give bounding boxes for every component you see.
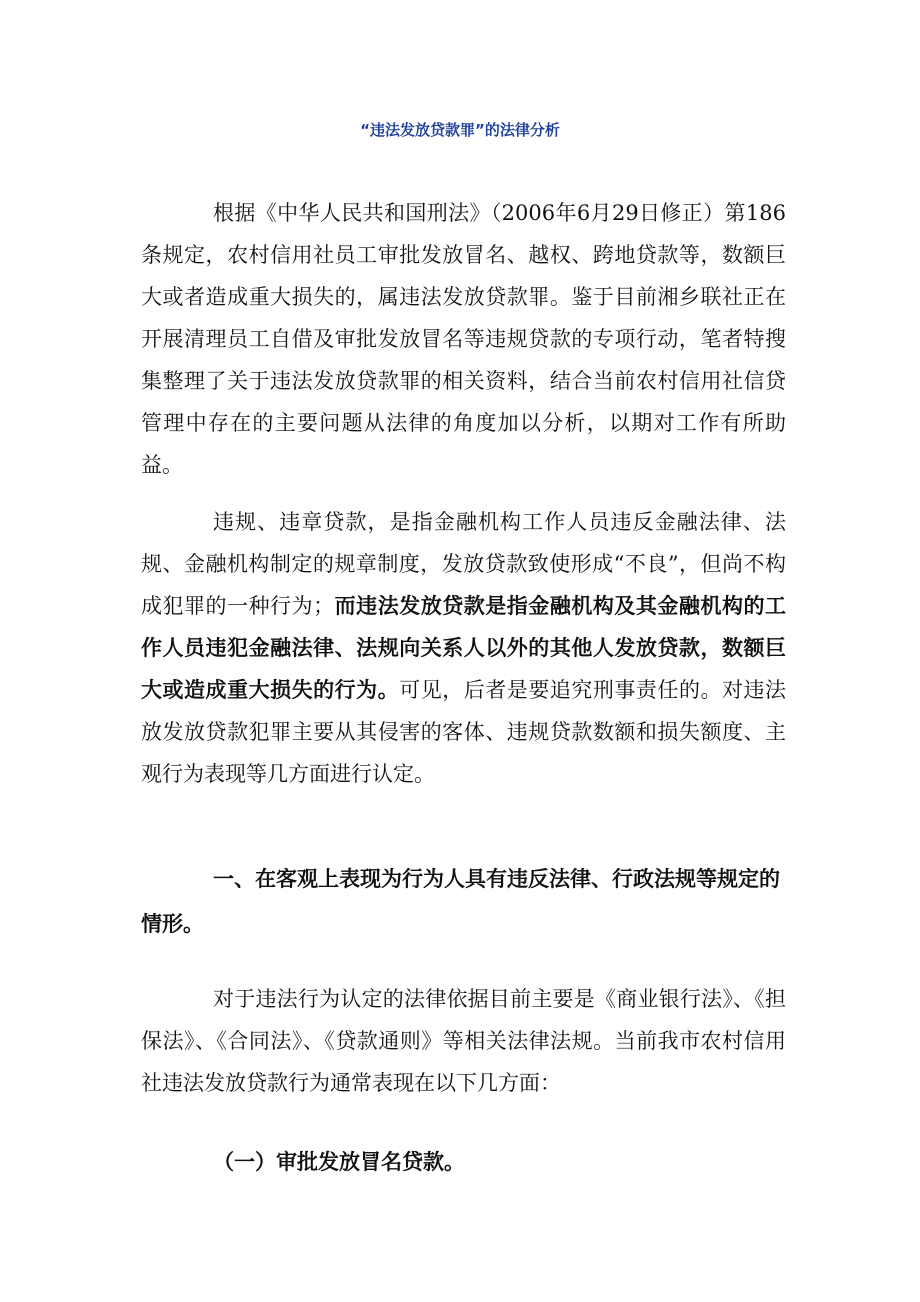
subsection-heading-1: （一）审批发放冒名贷款。	[213, 1149, 465, 1174]
paragraph-definition-bold: 而违法发放贷款是指金融机构及其金融机构的工作人员违犯金融法律、法规向关系人以外的其他人发放贷款，数额巨大或造成重大损失的行为。	[141, 593, 787, 702]
paragraph-legal-basis: 对于违法行为认定的法律依据目前主要是《商业银行法》、《担保法》、《合同法》、《贷款通则》等相关法律法规。当前我市农村信用社违法发放贷款行为通常表现在以下几方面：	[141, 987, 786, 1095]
section-heading-1: 一、在客观上表现为行为人具有违反法律、行政法规等规定的情形。	[141, 866, 780, 936]
paragraph-intro: 根据《中华人民共和国刑法》（2006年6月29日修正）第186条规定，农村信用社员工审批发放冒名、越权、跨地贷款等，数额巨大或者造成重大损失的，属违法发放贷款罪。鉴于目前湘乡联社正在开展清理员工自借及审批发放冒名等违规贷款的专项行动，笔者特搜集整理了关于违法发放贷款罪的相关资料，结合当前农村信用社信贷管理中存在的主要问题从法律的角度加以分析，以期对工作有所助益。	[141, 201, 786, 477]
paragraph-definition	[141, 501, 786, 795]
paragraph-definition-part1: 违规、违章贷款，是指金融机构工作人员违反金融法律、法规、金融机构制定的规章制度，发放贷款致使形成“不良”，但尚不构成犯罪的一种行为；	[141, 510, 786, 618]
paragraph-definition-part3: 可见，后者是要追究刑事责任的。对违法放发放贷款犯罪主要从其侵害的客体、违规贷款数额和损失额度、主观行为表现等几方面进行认定。	[141, 678, 787, 786]
document-title: “违法发放贷款罪”的法律分析	[360, 121, 560, 139]
